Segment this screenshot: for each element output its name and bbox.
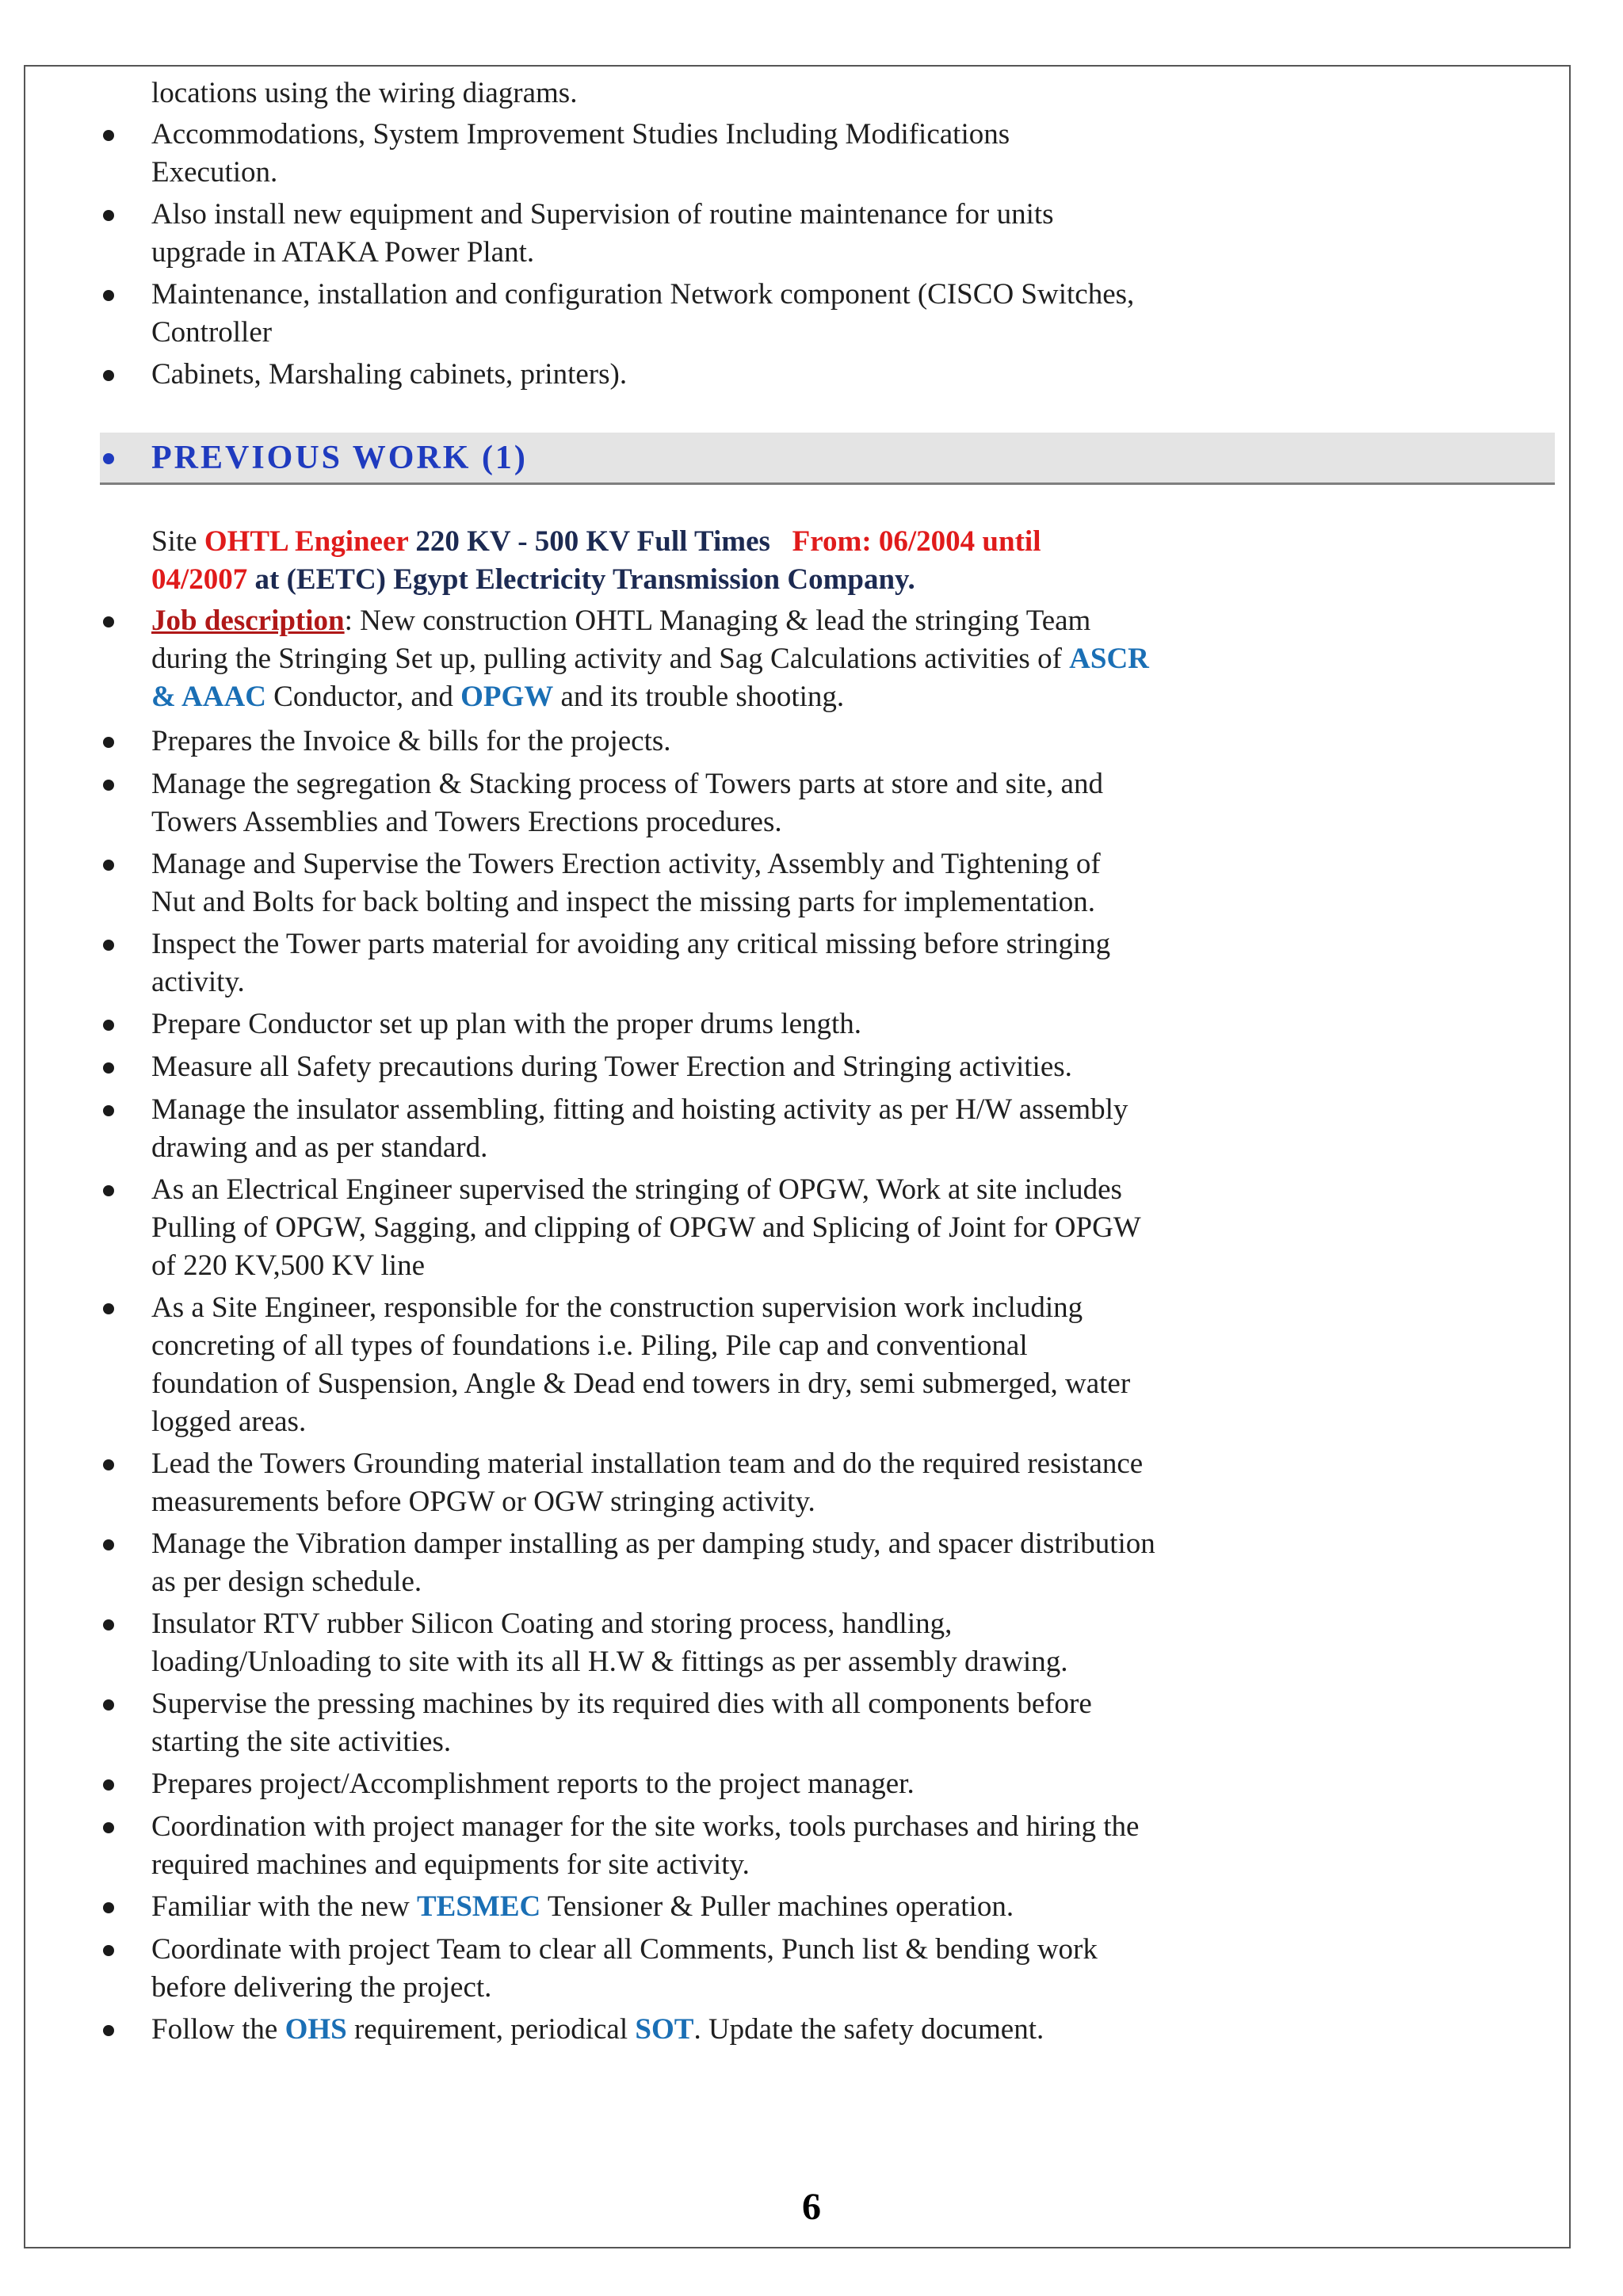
list-item-line: Insulator RTV rubber Silicon Coating and storing process, handling, <box>151 1608 953 1640</box>
bullet-icon <box>103 1459 114 1470</box>
employment-from: From: 06/2004 until <box>792 525 1041 558</box>
list-item-line: Measure all Safety precautions during Tower Erection and Stringing activities. <box>151 1051 1072 1083</box>
job-description-text: : New construction OHTL Managing & lead the stringing Team <box>344 605 1091 637</box>
job-description-line-3 <box>151 678 844 716</box>
list-item-line: As an Electrical Engineer supervised the stringing of OPGW, Work at site includes <box>151 1173 1122 1206</box>
position-line-2 <box>151 561 915 599</box>
list-item-line: Lead the Towers Grounding material installation team and do the required resistance <box>151 1447 1144 1480</box>
continuation-text: locations using the wiring diagrams. <box>151 77 578 109</box>
job-description-label: Job description <box>151 605 345 637</box>
list-item-line: Manage and Supervise the Towers Erection activity, Assembly and Tightening of <box>151 848 1101 880</box>
ohs-line <box>151 2011 1044 2049</box>
list-item-text: Familiar with the new <box>151 1890 417 1923</box>
list-item-line: Pulling of OPGW, Sagging, and clipping of OPGW and Splicing of Joint for OPGW <box>151 1211 1141 1244</box>
term-aaac: & AAAC <box>151 681 266 713</box>
list-item-text: requirement, periodical <box>346 2013 636 2046</box>
list-item-line: Manage the Vibration damper installing as per damping study, and spacer distribution <box>151 1527 1155 1560</box>
list-item-line: As a Site Engineer, responsible for the construction supervision work including <box>151 1291 1083 1324</box>
job-description-text: and its trouble shooting. <box>553 681 845 713</box>
bullet-icon <box>103 130 114 141</box>
list-item-line: as per design schedule. <box>151 1566 422 1598</box>
bullet-icon <box>103 616 114 627</box>
list-item-text: . Update the safety document. <box>693 2013 1044 2046</box>
list-item-line: before delivering the project. <box>151 1971 492 2004</box>
term-opgw: OPGW <box>460 681 554 713</box>
list-item-line: Controller <box>151 316 273 349</box>
bullet-icon <box>103 860 114 871</box>
bullet-icon <box>103 1779 114 1791</box>
list-item-line: measurements before OPGW or OGW stringing activity. <box>151 1486 815 1518</box>
bullet-icon <box>103 1539 114 1550</box>
term-ohs: OHS <box>285 2013 347 2046</box>
page-number: 6 <box>802 2186 821 2228</box>
list-item-line: Manage the insulator assembling, fitting and hoisting activity as per H/W assembly <box>151 1093 1128 1126</box>
list-item-line: starting the site activities. <box>151 1726 452 1758</box>
list-item-line: Execution. <box>151 156 278 189</box>
list-item-line: Accommodations, System Improvement Studies Including Modifications <box>151 118 1010 151</box>
list-item-line: Prepares the Invoice & bills for the projects. <box>151 725 671 757</box>
list-item-line: upgrade in ATAKA Power Plant. <box>151 236 535 269</box>
list-item-line: logged areas. <box>151 1405 307 1438</box>
bullet-icon <box>103 1105 114 1116</box>
list-item-line: Supervise the pressing machines by its required dies with all components before <box>151 1688 1092 1720</box>
position-line-1 <box>151 523 1041 561</box>
term-tesmec: TESMEC <box>417 1890 541 1923</box>
section-heading: PREVIOUS WORK (1) <box>151 440 528 476</box>
list-item-line: foundation of Suspension, Angle & Dead end towers in dry, semi submerged, water <box>151 1367 1131 1400</box>
site-label: Site <box>151 525 204 558</box>
bullet-icon <box>103 1185 114 1196</box>
heading-bullet-icon <box>103 453 114 464</box>
bullet-icon <box>103 940 114 951</box>
list-item-line: Nut and Bolts for back bolting and inspect the missing parts for implementation. <box>151 886 1095 918</box>
role-title: OHTL Engineer <box>204 525 409 558</box>
bullet-icon <box>103 780 114 791</box>
list-item-line: Towers Assemblies and Towers Erections procedures. <box>151 806 782 838</box>
voltage-rating: 220 KV - 500 KV Full Times <box>408 525 770 558</box>
list-item-line: loading/Unloading to site with its all H.W & fittings as per assembly drawing. <box>151 1646 1068 1678</box>
list-item-line: required machines and equipments for site activity. <box>151 1848 750 1881</box>
employment-until: 04/2007 <box>151 563 248 596</box>
term-sot: SOT <box>635 2013 694 2046</box>
bullet-icon <box>103 1062 114 1074</box>
bullet-icon <box>103 210 114 221</box>
bullet-icon <box>103 1699 114 1711</box>
list-item-line: activity. <box>151 966 245 998</box>
job-description-line-1 <box>151 602 1090 640</box>
bullet-icon <box>103 1822 114 1833</box>
job-description-text: Conductor, and <box>265 681 461 713</box>
list-item-line: concreting of all types of foundations i.e. Piling, Pile cap and conventional <box>151 1329 1028 1362</box>
company-name: at (EETC) Egypt Electricity Transmission Company. <box>247 563 915 596</box>
list-item-line: Prepare Conductor set up plan with the proper drums length. <box>151 1008 862 1040</box>
list-item-text: Tensioner & Puller machines operation. <box>540 1890 1014 1923</box>
list-item-line: Inspect the Tower parts material for avoiding any critical missing before stringing <box>151 928 1111 960</box>
list-item-line: drawing and as per standard. <box>151 1131 488 1164</box>
list-item-text: Follow the <box>151 2013 285 2046</box>
bullet-icon <box>103 1020 114 1031</box>
list-item-line: Manage the segregation & Stacking process of Towers parts at store and site, and <box>151 768 1103 800</box>
bullet-icon <box>103 1619 114 1630</box>
list-item-line: Coordination with project manager for the site works, tools purchases and hiring the <box>151 1810 1140 1843</box>
list-item-line: Prepares project/Accomplishment reports to the project manager. <box>151 1768 915 1800</box>
list-item-line: Also install new equipment and Supervision of routine maintenance for units <box>151 198 1054 231</box>
bullet-icon <box>103 2025 114 2036</box>
tesmec-line <box>151 1888 1014 1926</box>
bullet-icon <box>103 1303 114 1314</box>
bullet-icon <box>103 1902 114 1913</box>
bullet-icon <box>103 737 114 748</box>
list-item-line: Cabinets, Marshaling cabinets, printers). <box>151 358 628 391</box>
job-description-line-2 <box>151 640 1149 678</box>
job-description-text: during the Stringing Set up, pulling activity and Sag Calculations activities of <box>151 643 1070 675</box>
term-ascr: ASCR <box>1069 643 1149 675</box>
bullet-icon <box>103 370 114 381</box>
bullet-icon <box>103 290 114 301</box>
list-item-line: of 220 KV,500 KV line <box>151 1249 425 1282</box>
bullet-icon <box>103 1945 114 1956</box>
list-item-line: Maintenance, installation and configuration Network component (CISCO Switches, <box>151 278 1135 311</box>
list-item-line: Coordinate with project Team to clear all Comments, Punch list & bending work <box>151 1933 1098 1966</box>
